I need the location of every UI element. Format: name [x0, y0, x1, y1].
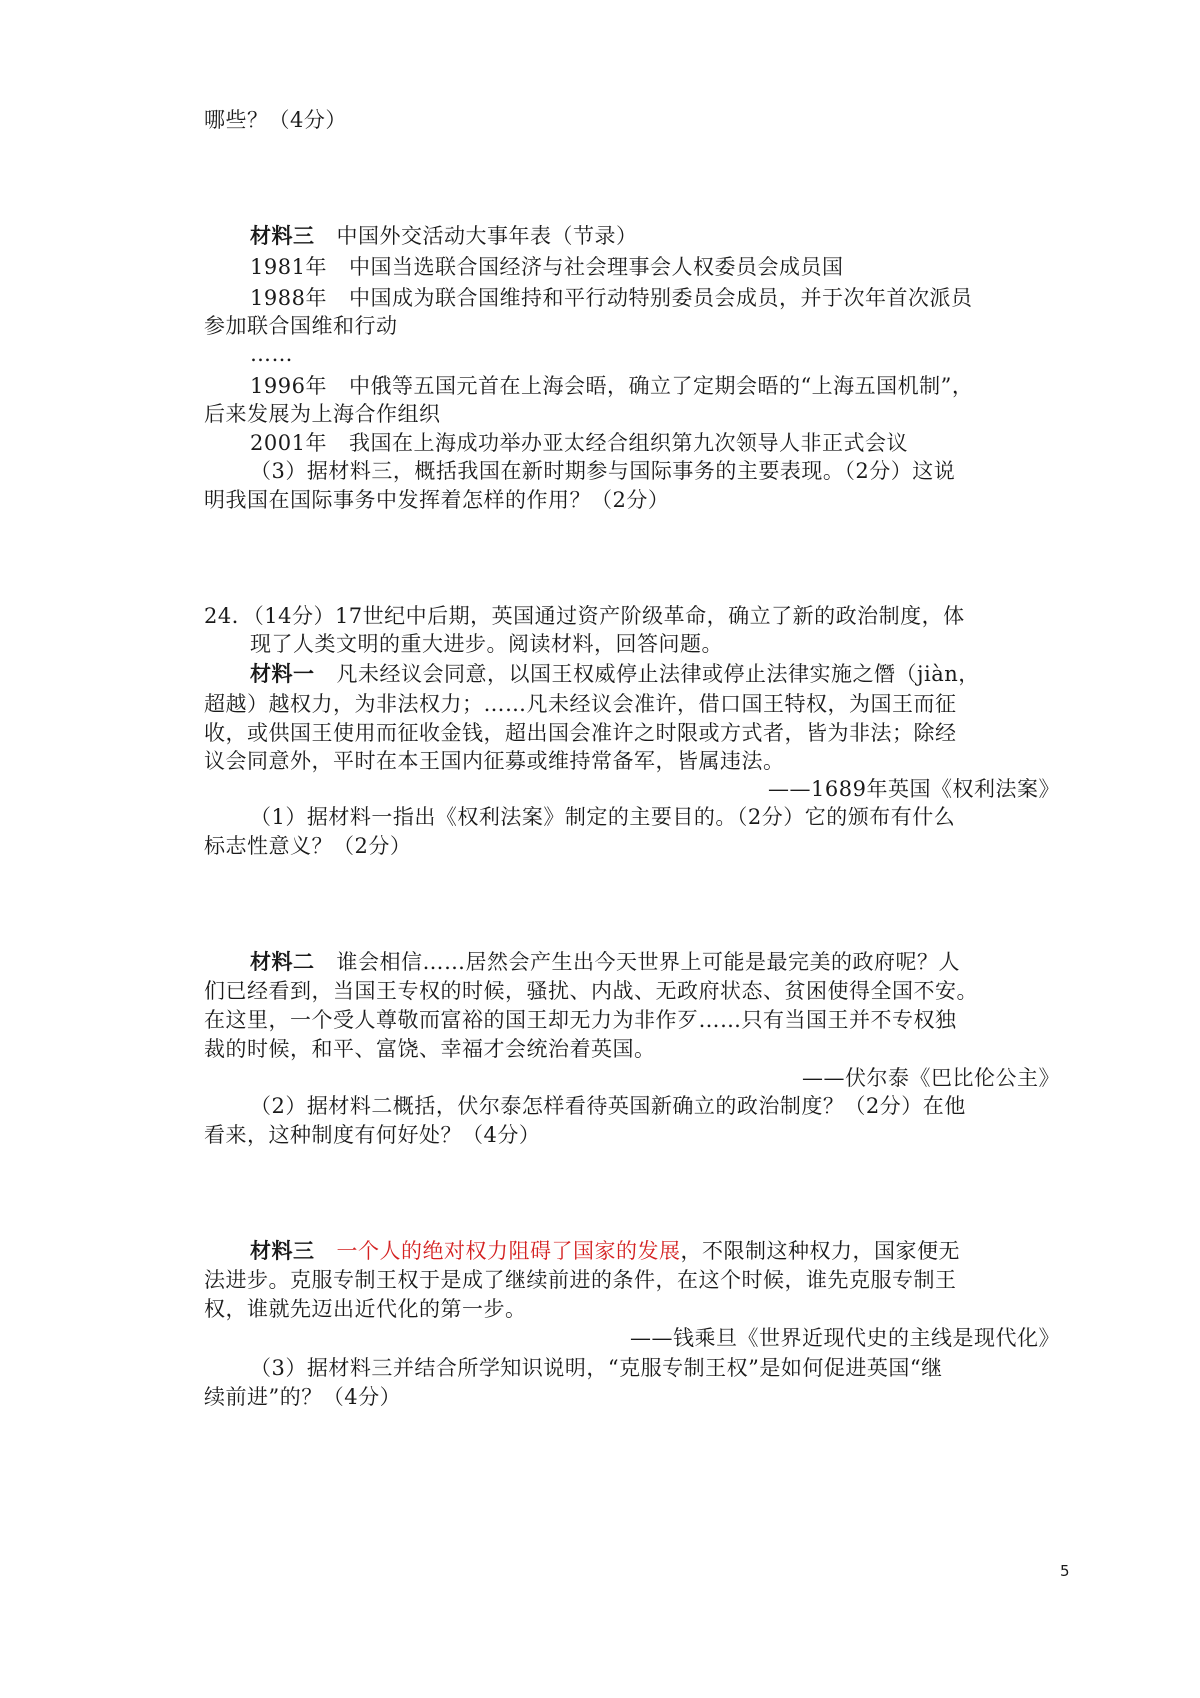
material-source: ——钱乘旦《世界近现代史的主线是现代化》 [630, 1326, 1060, 1350]
material-label: 材料三 [250, 223, 315, 248]
question-text: 看来，这种制度有何好处？（4分） [204, 1123, 541, 1147]
event-text: 我国在上海成功举办亚太经合组织第九次领导人非正式会议 [348, 431, 908, 455]
question-text: （1）据材料一指出《权利法案》制定的主要目的。（2分）它的颁布有什么 [250, 805, 956, 829]
material-label: 材料三 [250, 1238, 315, 1263]
material-text: 议会同意外，平时在本王国内征募或维持常备军，皆属违法。 [204, 749, 785, 773]
material-source: ——1689年英国《权利法案》 [768, 777, 1060, 801]
question-text: （2）据材料二概括，伏尔泰怎样看待英国新确立的政治制度？（2分）在他 [250, 1094, 966, 1118]
event-line [250, 251, 1110, 283]
event-text: 中俄等五国元首在上海会晤，确立了定期会晤的“上海五国机制”， [348, 374, 974, 398]
question-text: （3）据材料三并结合所学知识说明，“克服专制王权”是如何促进英国“继 [250, 1356, 943, 1380]
question-text: （3）据材料三，概括我国在新时期参与国际事务的主要表现。（2分）这说 [250, 459, 956, 483]
material-label: 材料二 [250, 949, 315, 974]
question-text: 续前进”的？（4分） [204, 1385, 402, 1409]
event-year: 1981年 [250, 255, 327, 279]
q24-intro: 24．（14分）17世纪中后期，英国通过资产阶级革命，确立了新的政治制度，体 [204, 604, 965, 628]
material-text: 们已经看到，当国王专权的时候，骚扰、内战、无政府状态、贫困使得全国不安。 [204, 979, 978, 1003]
event-year: 1996年 [250, 374, 327, 398]
q24-intro: 现了人类文明的重大进步。阅读材料，回答问题。 [250, 632, 723, 656]
question-text: 标志性意义？（2分） [204, 834, 412, 858]
material-text: 谁会相信……居然会产生出今天世界上可能是最完美的政府呢？人 [336, 950, 960, 974]
material3-table-title-line [250, 220, 1110, 252]
material-text: 在这里，一个受人尊敬而富裕的国王却无力为非作歹……只有当国王并不专权独 [204, 1008, 957, 1032]
event-text: 中国当选联合国经济与社会理事会人权委员会成员国 [348, 255, 844, 279]
material-title: 中国外交活动大事年表（节录） [336, 224, 638, 248]
highlighted-text: 一个人的绝对权力阻碍了国家的发展 [336, 1239, 681, 1263]
prev-question-tail: 哪些？（4分） [204, 108, 347, 132]
material-source: ——伏尔泰《巴比伦公主》 [802, 1066, 1060, 1090]
event-text: 中国成为联合国维持和平行动特别委员会成员，并于次年首次派员 [348, 286, 973, 310]
material-text: 权，谁就先迈出近代化的第一步。 [204, 1297, 527, 1321]
material3-line [250, 1235, 1110, 1267]
page-number: 5 [1060, 1562, 1070, 1580]
material1-line [250, 658, 1110, 690]
material-text: ，不限制这种权力，国家便无 [680, 1239, 960, 1263]
material-text: 超越）越权力，为非法权力；……凡未经议会准许，借口国王特权，为国王而征 [204, 692, 957, 716]
event-year: 2001年 [250, 431, 327, 455]
question-text: 明我国在国际事务中发挥着怎样的作用？（2分） [204, 488, 670, 512]
material-text: 裁的时候，和平、富饶、幸福才会统治着英国。 [204, 1037, 656, 1061]
ellipsis: …… [250, 342, 293, 366]
event-continuation: 后来发展为上海合作组织 [204, 402, 441, 426]
material-text: 法进步。克服专制王权于是成了继续前进的条件，在这个时候，谁先克服专制王 [204, 1268, 957, 1292]
event-year: 1988年 [250, 286, 327, 310]
material-text: 凡未经议会同意，以国王权威停止法律或停止法律实施之僭（jiàn， [336, 662, 980, 686]
event-continuation: 参加联合国维和行动 [204, 314, 398, 338]
material2-line [250, 946, 1110, 978]
material-label: 材料一 [250, 661, 315, 686]
material-text: 收，或供国王使用而征收金钱，超出国会准许之时限或方式者，皆为非法；除经 [204, 721, 957, 745]
